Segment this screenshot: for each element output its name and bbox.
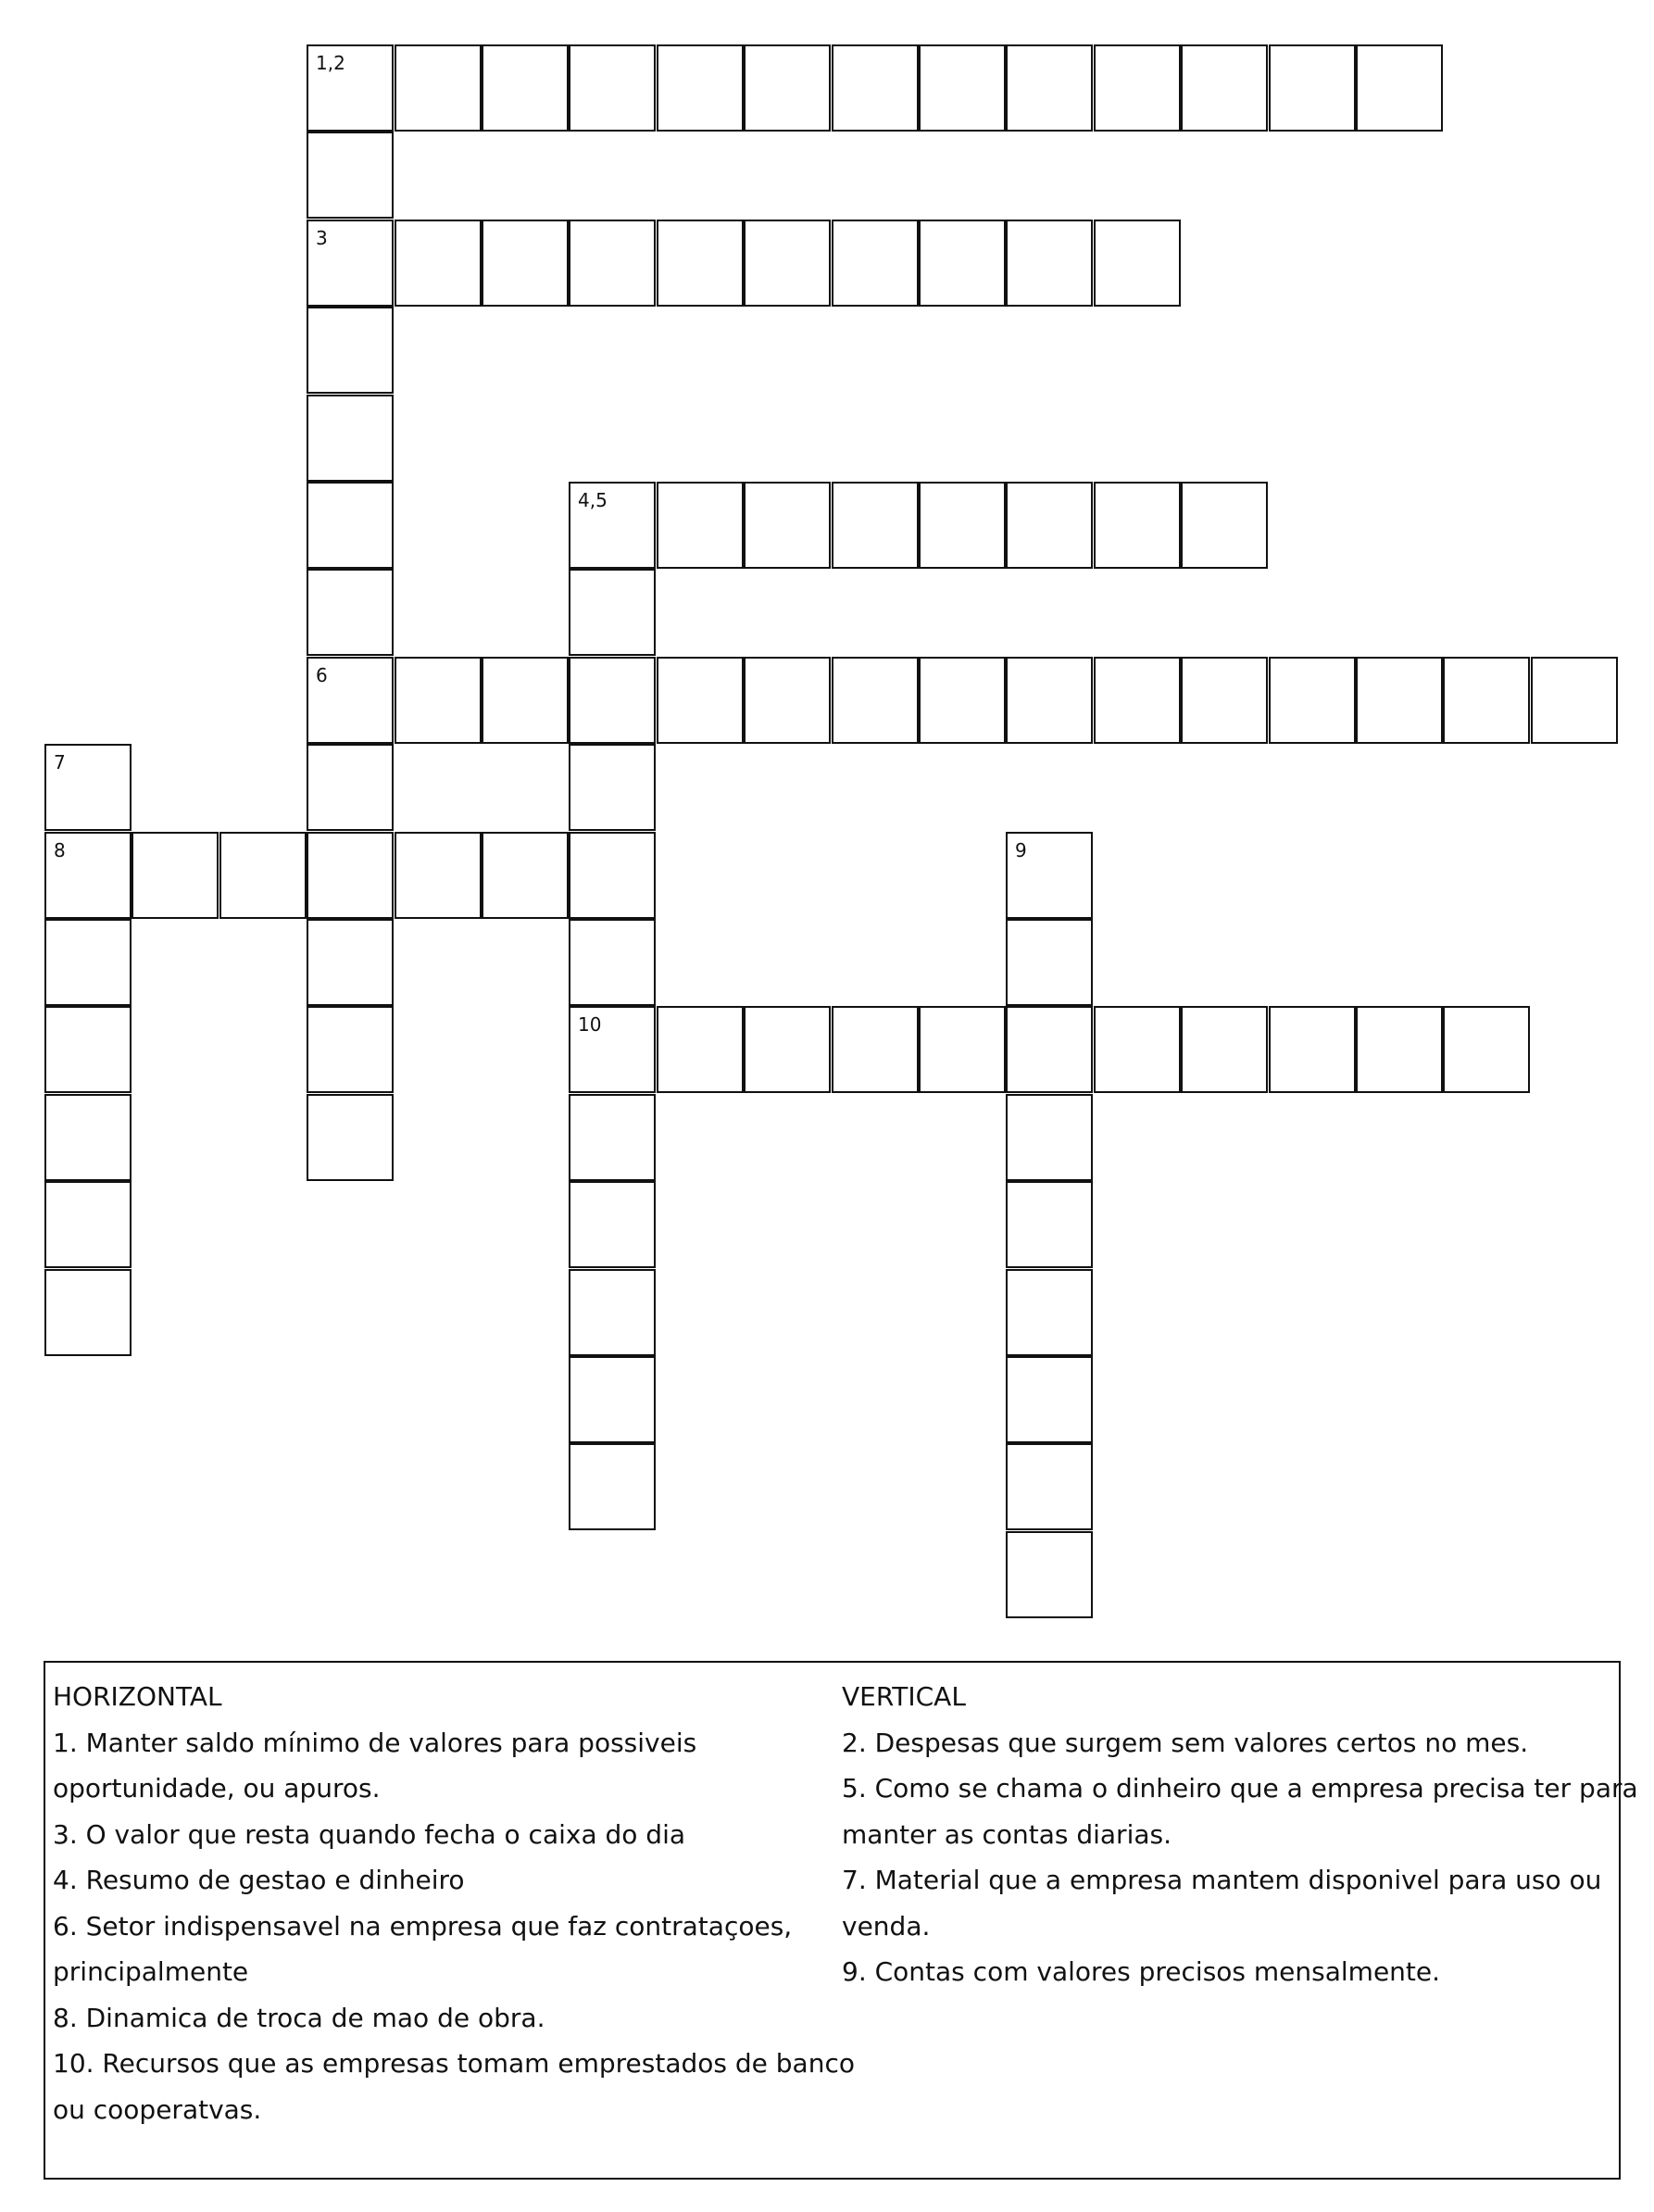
crossword-cell[interactable] (307, 832, 394, 919)
crossword-cell[interactable] (1181, 1006, 1268, 1093)
crossword-cell[interactable] (1443, 657, 1530, 744)
crossword-cell[interactable] (307, 744, 394, 831)
crossword-cell[interactable] (569, 1356, 656, 1443)
clue-box (44, 1661, 1638, 2180)
crossword-cell[interactable] (1006, 1356, 1093, 1443)
crossword-cell[interactable] (395, 220, 482, 307)
crossword-cell[interactable] (44, 1094, 132, 1181)
crossword-cell[interactable] (1181, 657, 1268, 744)
crossword-cell[interactable] (1094, 1006, 1181, 1093)
crossword-cell[interactable] (1094, 657, 1181, 744)
crossword-cell[interactable] (919, 1006, 1006, 1093)
crossword-cell[interactable] (657, 482, 744, 569)
crossword-cell[interactable] (744, 482, 831, 569)
crossword-cell[interactable] (744, 220, 831, 307)
crossword-cell[interactable] (44, 1006, 132, 1093)
crossword-cell[interactable] (1181, 482, 1268, 569)
crossword-cell[interactable] (1269, 1006, 1356, 1093)
cell-number: 1,2 (316, 52, 345, 74)
across-clue-4: 4. Resumo de gestao e dinheiro (53, 1865, 465, 1895)
crossword-cell[interactable] (919, 482, 1006, 569)
crossword-cell[interactable] (569, 1181, 656, 1268)
crossword-cell[interactable] (1006, 1269, 1093, 1356)
crossword-cell[interactable] (395, 832, 482, 919)
crossword-cell[interactable] (569, 1269, 656, 1356)
crossword-cell[interactable] (1094, 482, 1181, 569)
crossword-cell[interactable] (1006, 1094, 1093, 1181)
crossword-cell[interactable] (1006, 1181, 1093, 1268)
crossword-cell[interactable] (1269, 44, 1356, 132)
crossword-cell[interactable] (569, 919, 656, 1006)
crossword-cell[interactable] (307, 569, 394, 656)
across-clue-3: 3. O valor que resta quando fecha o caixa do dia (53, 1818, 686, 1850)
across-clue-10a: 10. Recursos que as empresas tomam emprestados de banco (53, 2048, 855, 2079)
crossword-cell[interactable] (1356, 44, 1443, 132)
crossword-cell[interactable] (395, 657, 482, 744)
crossword-cell[interactable] (919, 44, 1006, 132)
crossword-cell[interactable] (482, 44, 569, 132)
crossword-cell[interactable] (395, 44, 482, 132)
cell-number: 8 (54, 839, 66, 861)
crossword-cell[interactable] (832, 1006, 919, 1093)
crossword-cell[interactable] (569, 220, 656, 307)
across-clue-8: 8. Dinamica de troca de mao de obra. (53, 2002, 545, 2033)
crossword-cell[interactable] (1006, 1006, 1093, 1093)
crossword-cell[interactable] (1094, 220, 1181, 307)
across-clue-1b: oportunidade, ou apuros. (53, 1773, 381, 1804)
across-clue-6a: 6. Setor indispensavel na empresa que faz contrataçoes, (53, 1910, 793, 1942)
down-clue-7b: venda. (842, 1910, 931, 1942)
crossword-cell[interactable] (307, 1094, 394, 1181)
crossword-cell[interactable] (569, 657, 656, 744)
crossword-cell[interactable] (569, 1443, 656, 1530)
crossword-cell[interactable] (307, 132, 394, 219)
crossword-cell[interactable] (1006, 919, 1093, 1006)
crossword-cell[interactable] (219, 832, 307, 919)
across-clue-6b: principalmente (53, 1956, 249, 1987)
crossword-cell[interactable] (1006, 44, 1093, 132)
crossword-cell[interactable] (744, 44, 831, 132)
cell-number: 4,5 (578, 489, 608, 511)
crossword-cell[interactable] (744, 657, 831, 744)
crossword-cell[interactable] (1181, 44, 1268, 132)
crossword-cell[interactable] (1094, 44, 1181, 132)
crossword-cell[interactable] (482, 657, 569, 744)
crossword-cell[interactable] (1531, 657, 1618, 744)
crossword-cell[interactable] (919, 657, 1006, 744)
crossword-cell[interactable] (657, 44, 744, 132)
across-clue-1a: 1. Manter saldo mínimo de valores para possiveis (53, 1727, 697, 1758)
crossword-cell[interactable] (1006, 657, 1093, 744)
crossword-cell[interactable] (832, 657, 919, 744)
crossword-cell[interactable] (657, 220, 744, 307)
crossword-cell[interactable] (44, 744, 132, 831)
crossword-cell[interactable] (569, 832, 656, 919)
clues-down (842, 1674, 1638, 1995)
crossword-cell[interactable] (1006, 1531, 1093, 1618)
crossword-cell[interactable] (482, 832, 569, 919)
crossword-cell[interactable] (307, 307, 394, 394)
crossword-cell[interactable] (1443, 1006, 1530, 1093)
crossword-cell[interactable] (1006, 220, 1093, 307)
cell-number: 9 (1015, 839, 1027, 861)
crossword-cell[interactable] (657, 657, 744, 744)
crossword-cell[interactable] (482, 220, 569, 307)
cell-number: 3 (316, 227, 328, 249)
down-clue-5a: 5. Como se chama o dinheiro que a empresa precisa ter para (842, 1773, 1638, 1804)
crossword-cell[interactable] (307, 657, 394, 744)
down-clue-5b: manter as contas diarias. (842, 1818, 1172, 1850)
crossword-cell[interactable] (744, 1006, 831, 1093)
cell-number: 7 (54, 751, 66, 773)
crossword-cell[interactable] (1356, 657, 1443, 744)
across-clue-10b: ou cooperatvas. (53, 2093, 262, 2125)
crossword-cell[interactable] (832, 220, 919, 307)
crossword-cell[interactable] (307, 482, 394, 569)
crossword-cell[interactable] (657, 1006, 744, 1093)
crossword-cell[interactable] (44, 919, 132, 1006)
cell-number: 6 (316, 664, 328, 686)
crossword-cell[interactable] (1006, 1443, 1093, 1530)
crossword-cell[interactable] (569, 1006, 656, 1093)
down-clue-9: 9. Contas com valores precisos mensalmente. (842, 1956, 1441, 1987)
clues-across (53, 1674, 855, 2132)
crossword-cell[interactable] (569, 569, 656, 656)
crossword-cell[interactable] (832, 482, 919, 569)
down-clue-2: 2. Despesas que surgem sem valores certos no mes. (842, 1727, 1529, 1758)
crossword-cell[interactable] (1269, 657, 1356, 744)
crossword-cell[interactable] (307, 220, 394, 307)
crossword-cell[interactable] (569, 744, 656, 831)
down-heading: VERTICAL (842, 1681, 966, 1712)
cell-number: 10 (578, 1013, 602, 1036)
crossword-cell[interactable] (307, 1006, 394, 1093)
crossword-cell[interactable] (569, 482, 656, 569)
crossword-cell[interactable] (132, 832, 219, 919)
crossword-cell[interactable] (569, 1094, 656, 1181)
crossword-cell[interactable] (44, 832, 132, 919)
crossword-cell[interactable] (44, 1269, 132, 1356)
crossword-cell[interactable] (1006, 832, 1093, 919)
crossword-cell[interactable] (307, 44, 394, 132)
crossword-cell[interactable] (44, 1181, 132, 1268)
across-heading: HORIZONTAL (53, 1681, 222, 1712)
crossword-cell[interactable] (307, 395, 394, 482)
crossword-cell[interactable] (569, 44, 656, 132)
crossword-cell[interactable] (832, 44, 919, 132)
crossword-cell[interactable] (919, 220, 1006, 307)
crossword-cell[interactable] (307, 919, 394, 1006)
crossword-cell[interactable] (1356, 1006, 1443, 1093)
down-clue-7a: 7. Material que a empresa mantem disponivel para uso ou (842, 1865, 1602, 1895)
crossword-cell[interactable] (1006, 482, 1093, 569)
